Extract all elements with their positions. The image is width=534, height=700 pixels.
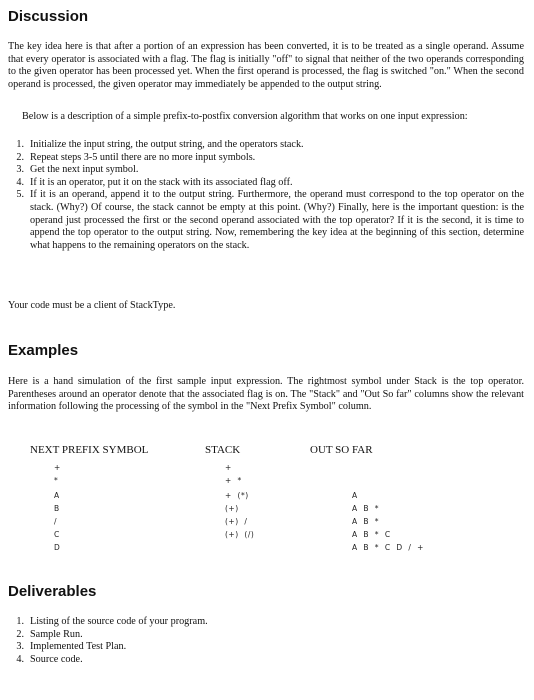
table-cell-symbol: +	[54, 463, 61, 472]
examples-heading: Examples	[8, 342, 79, 359]
column-header-out-so-far: OUT SO FAR	[310, 444, 373, 456]
table-cell-out: A B * C	[352, 530, 391, 539]
table-cell-stack: + *	[225, 476, 242, 485]
algorithm-intro: Below is a description of a simple prefix-to-postfix conversion algorithm that works on one input expression:	[22, 111, 468, 122]
list-item: 2. Sample Run.	[16, 628, 83, 640]
list-item: 3. Implemented Test Plan.	[16, 641, 127, 653]
table-cell-symbol: A	[54, 491, 60, 500]
table-cell-out: A B *	[352, 504, 380, 513]
list-item: 1. Initialize the input string, the output string, and the operators stack.	[16, 139, 304, 150]
table-cell-symbol: B	[54, 504, 60, 513]
table-cell-out: A B *	[352, 517, 380, 526]
table-cell-stack: (+) (/)	[225, 530, 255, 539]
table-cell-out: A B * C D / +	[352, 543, 424, 552]
table-cell-stack: (+) /	[225, 517, 248, 526]
table-cell-symbol: C	[54, 530, 60, 539]
list-item: 1. Listing of the source code of your program.	[16, 616, 208, 627]
table-cell-symbol: /	[54, 517, 58, 526]
discussion-paragraph: The key idea here is that after a portion of an expression has been converted, it is to be treated as a single operand. Assume that every operator is associated with a flag. The flag is initially "off" to signal that neither of the two operands corresponding to the given operator has been processed yet. When the first operand is processed, the flag is switched "on." When the second operand is processed, the given operator may immediately be appended to the output string.	[8, 41, 524, 90]
client-note: Your code must be a client of StackType.	[8, 300, 176, 311]
table-cell-symbol: *	[54, 476, 59, 485]
algorithm-steps	[8, 139, 524, 252]
list-item: 5. If it is an operand, append it to the output string. Furthermore, the operand must correspond to the top operator on the stack. (Why?) Of course, the stack cannot be empty at this point. (Why?) Finally, here is the important question: is the operand just processed the first or the second operand associated with the top operator? If it is the second, it is time to append the top operator to the output string. Now, remembering the key idea at the beginning of this section, determine what happens to the remaining operators on the stack.	[16, 189, 524, 251]
table-cell-out: A	[352, 491, 358, 500]
column-header-stack: STACK	[205, 444, 241, 456]
discussion-heading: Discussion	[8, 8, 89, 25]
table-cell-symbol: D	[54, 543, 61, 552]
table-cell-stack: (+)	[225, 504, 239, 513]
table-cell-stack: +	[225, 463, 232, 472]
examples-paragraph: Here is a hand simulation of the first sample input expression. The rightmost symbol under Stack is the top operator. Parentheses around an operator denote that the associated flag is on. The "Stack" and "Out So far" columns show the relevant information following the processing of the symbol in the "Next Prefix Symbol" column.	[8, 376, 524, 413]
list-item: 3. Get the next input symbol.	[16, 164, 139, 176]
simulation-table	[0, 444, 534, 564]
column-header-next-prefix-symbol: NEXT PREFIX SYMBOL	[30, 444, 149, 456]
deliverables-list	[8, 616, 524, 666]
list-item: 4. If it is an operator, put it on the stack with its associated flag off.	[16, 176, 293, 188]
deliverables-heading: Deliverables	[8, 583, 97, 600]
list-item: 4. Source code.	[16, 653, 83, 665]
table-cell-stack: + (*)	[225, 491, 249, 500]
list-item: 2. Repeat steps 3-5 until there are no more input symbols.	[16, 151, 256, 163]
